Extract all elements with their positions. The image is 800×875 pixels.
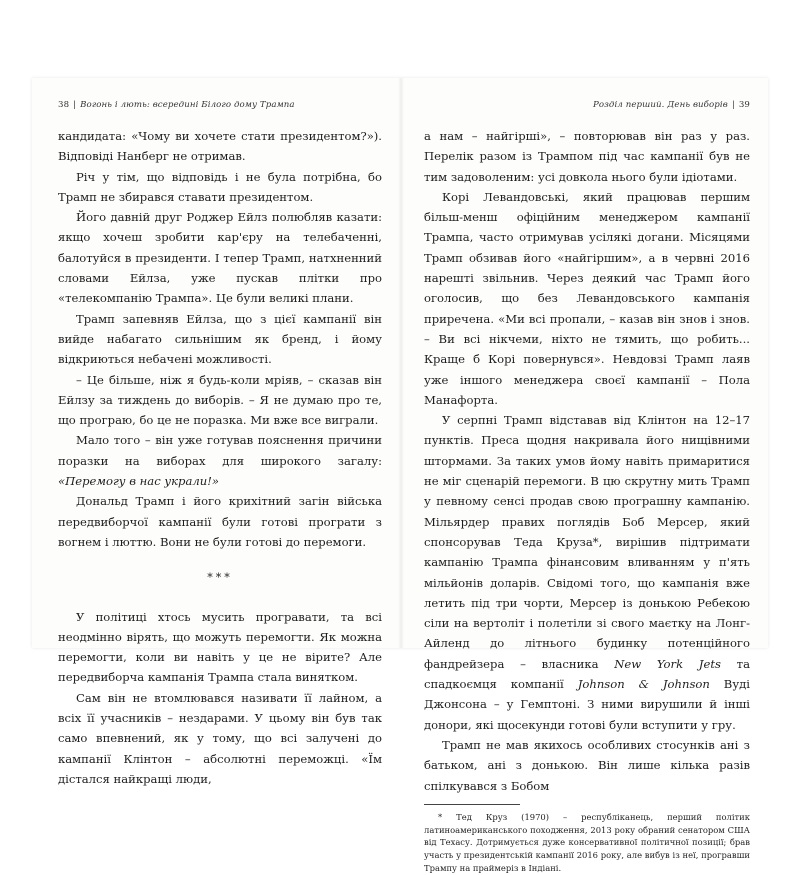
left-page	[58, 78, 382, 786]
section-break: ***	[207, 571, 233, 585]
header-separator: |	[731, 100, 735, 110]
left-page-body	[58, 126, 382, 789]
paragraph	[58, 430, 382, 491]
paragraph	[424, 410, 750, 735]
italic-name: Johnson & Johnson	[577, 677, 710, 692]
paragraph-text: Мало того – він уже готував пояснення причини поразки на виборах для широкого загалу:	[58, 433, 382, 468]
book-spread	[32, 78, 768, 873]
book-gutter	[398, 78, 404, 648]
right-page	[424, 78, 750, 873]
paragraph: Трамп запевняв Ейлза, що з цієї кампанії він вийде набагато сильнішим як бренд, і йому відкриються небачені можливості.	[58, 311, 382, 367]
quote-italic: «Перемогу в нас украли!»	[58, 474, 219, 489]
book-title: Вогонь і лють: всередині Білого дому Трампа	[80, 100, 295, 110]
paragraph: Річ у тім, що відповідь і не була потрібна, бо Трамп не збирався ставати президентом.	[58, 169, 382, 204]
paragraph-text: Вуді Джонсона – у Гемптоні. З ними вирушили й інші донори, які щосекунди готові були вступити у гру.	[424, 677, 750, 732]
footnote: * Тед Круз (1970) – республіканець, перший політик латиноамериканського походження, 2013 року обраний сенатором США від Техасу. Дотримується дуже консервативної політичної позиції; брав участь у президентській кампанії 2016 року, але вибув із неї, програвши Трампу на праймеріз в Індіані.	[424, 811, 750, 873]
header-separator: |	[73, 100, 77, 110]
paragraph-text: У серпні Трамп відставав від Клінтон на 12–17 пунктів. Преса щодня накривала його нищівними штормами. За таких умов йому навіть примаритися не міг сценарій перемоги. В цю скрутну мить Трамп у певному сенсі продав свою програшну кампанію. Мільярдер правих поглядів Боб Мерсер, який спонсорував Теда Круза*, вирішив підтримати кампанію Трампа фінансовим вливанням у п'ять мільйонів доларів. Свідомі того, що кампанія вже летить під три чорти, Мерсер із донькою Ребекою сіли на вертоліт і полетіли зі свого маєтку на Лонг-Айленд до літнього будинку потенційного фандрейзера – власника	[424, 413, 750, 671]
left-page-number: 38	[58, 100, 70, 110]
footnote-rule	[424, 804, 520, 805]
right-page-body	[424, 126, 750, 875]
paragraph: – Це більше, ніж я будь-коли мріяв, – сказав він Ейлзу за тиждень до виборів. – Я не думаю про те, що програю, бо це не поразка. Ми вже все виграли.	[58, 372, 382, 428]
paragraph: Корі Левандовські, який працював першим більш-менш офіційним менеджером кампанії Трампа, часто отримував усілякі догани. Місяцями Трамп обзивав його «найгіршим», а в червні 2016 нарешті звільнив. Через деякий час Трамп його оголосив, що без Левандовського кампанія приречена. «Ми всі пропали, – казав він знов і знов. – Ви всі нікчеми, ніхто не тямить, що робить... Краще б Корі повернувся». Невдовзі Трамп лаяв уже іншого менеджера своєї кампанії – Пола Манафорта.	[424, 189, 750, 407]
left-running-header	[58, 100, 382, 110]
paragraph: Трамп не мав якихось особливих стосунків ані з батьком, ані з донькою. Він лише кілька разів спілкувався з Бобом	[424, 737, 750, 793]
paragraph: кандидата: «Чому ви хочете стати президентом?»). Відповіді Нанберг не отримав.	[58, 129, 382, 164]
paragraph: У політиці хтось мусить програвати, та всі неодмінно вірять, що можуть перемогти. Як можна перемогти, коли ви навіть у це не вірите? Але передвиборча кампанія Трампа стала винятком.	[58, 609, 382, 685]
paragraph: Його давній друг Роджер Ейлз полюбляв казати: якщо хочеш зробити кар'єру на телебаченні, балотуйся в президенти. І тепер Трамп, натхненний словами Ейлза, уже пускав плітки про «телекомпанію Трампа». Це були великі плани.	[58, 210, 382, 306]
italic-name: New York Jets	[614, 656, 721, 671]
right-running-header	[424, 100, 750, 110]
right-page-number: 39	[738, 100, 750, 110]
paragraph: а нам – найгірші», – повторював він раз у раз. Перелік разом із Трампом під час кампанії був не тим задоволеним: усі довкола нього були ідіотами.	[424, 129, 750, 184]
paragraph-text: та спадкоємця компанії	[424, 656, 750, 692]
paragraph: Сам він не втомлювався називати її лайном, а всіх її учасників – нездарами. У цьому він був так само впевнений, як у тому, що всі залучені до кампанії Клінтон – абсолютні переможці. «Їм дістался найкращі люди,	[58, 690, 382, 786]
chapter-title: Розділ перший. День виборів	[592, 100, 728, 110]
paragraph: Дональд Трамп і його крихітний загін війська передвиборчої кампанії були готові програти з вогнем і люттю. Вони не були готові до перемоги.	[58, 494, 382, 549]
